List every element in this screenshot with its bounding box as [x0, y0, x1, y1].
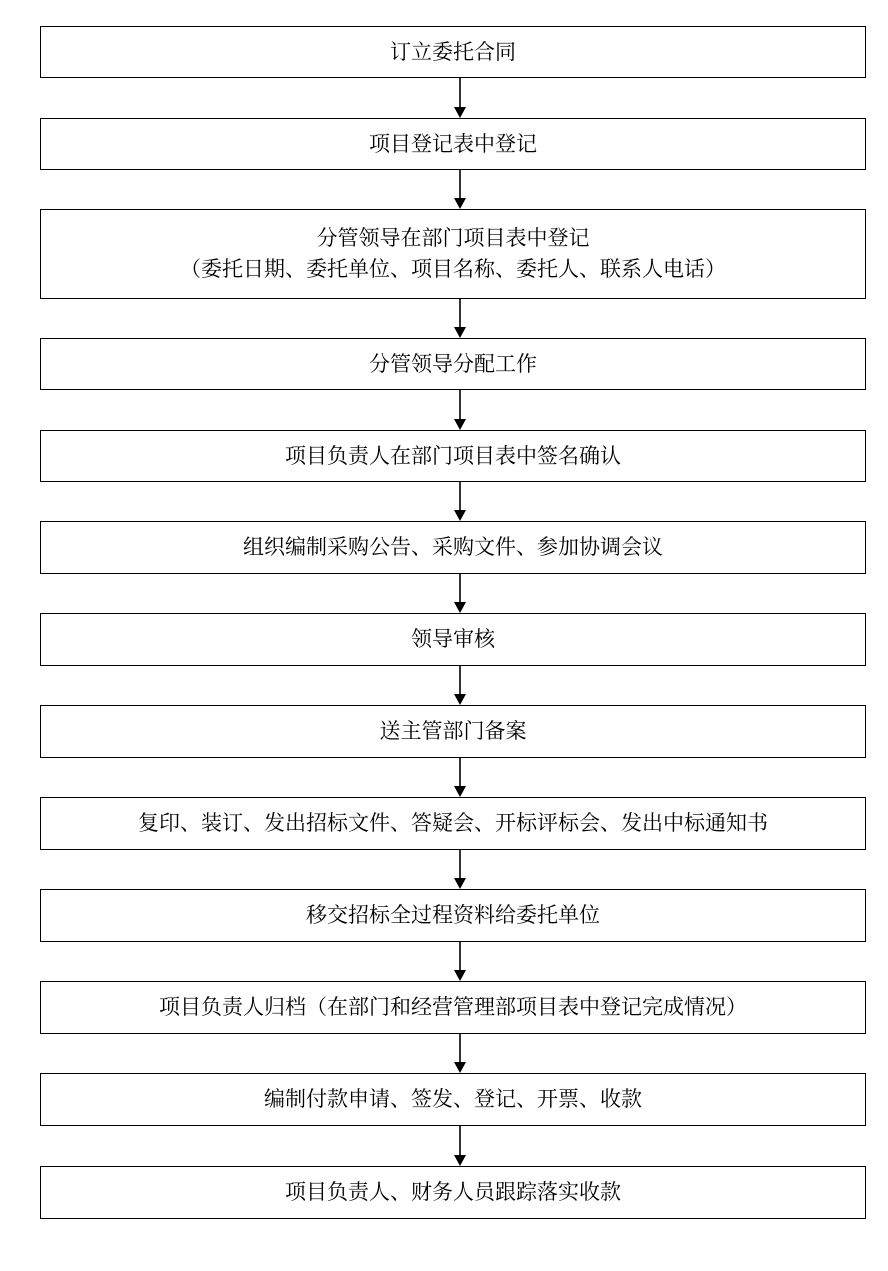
flow-arrow-icon	[453, 390, 467, 430]
flow-arrow-icon	[453, 574, 467, 613]
flow-arrow-icon	[453, 758, 467, 797]
flow-step-13	[40, 1166, 866, 1219]
flow-step-12	[40, 1073, 866, 1126]
flow-step-text: 订立委托合同	[390, 39, 516, 64]
flow-arrow-icon	[453, 78, 467, 118]
flow-step-text: 项目负责人、财务人员跟踪落实收款	[285, 1180, 621, 1204]
flow-step-text: （委托日期、委托单位、项目名称、委托人、联系人电话）	[180, 257, 726, 281]
flow-arrow-icon	[453, 1126, 467, 1166]
flow-step-text: 送主管部门备案	[379, 719, 527, 743]
flow-step-text: 项目负责人归档（在部门和经营管理部项目表中登记完成情况）	[159, 995, 747, 1019]
flow-arrow-icon	[453, 1034, 467, 1073]
flow-arrow-icon	[453, 299, 467, 338]
flow-step-3	[40, 209, 866, 299]
flow-step-text: 分管领导分配工作	[369, 351, 537, 376]
flow-step-11	[40, 981, 866, 1034]
flow-arrow-icon	[453, 850, 467, 889]
flow-step-5	[40, 430, 866, 482]
flow-step-text: 领导审核	[411, 627, 495, 651]
flow-step-9	[40, 797, 866, 850]
flow-step-text: 分管领导在部门项目表中登记	[316, 226, 590, 250]
flow-step-2	[40, 118, 866, 170]
flow-step-1	[40, 26, 866, 78]
flow-step-8	[40, 705, 866, 758]
flow-step-text: 编制付款申请、签发、登记、开票、收款	[264, 1087, 642, 1111]
flow-step-4	[40, 338, 866, 390]
flow-step-text: 项目登记表中登记	[369, 131, 537, 156]
flow-arrow-icon	[453, 942, 467, 981]
flow-step-6	[40, 521, 866, 574]
flow-step-10	[40, 889, 866, 942]
flow-step-text: 复印、装订、发出招标文件、答疑会、开标评标会、发出中标通知书	[138, 811, 768, 835]
flow-step-text: 组织编制采购公告、采购文件、参加协调会议	[243, 535, 663, 559]
flow-step-text: 项目负责人在部门项目表中签名确认	[285, 443, 621, 468]
flow-arrow-icon	[453, 170, 467, 209]
flow-step-text: 移交招标全过程资料给委托单位	[306, 903, 600, 927]
flow-arrow-icon	[453, 666, 467, 705]
flow-arrow-icon	[453, 482, 467, 521]
flow-step-7	[40, 613, 866, 666]
